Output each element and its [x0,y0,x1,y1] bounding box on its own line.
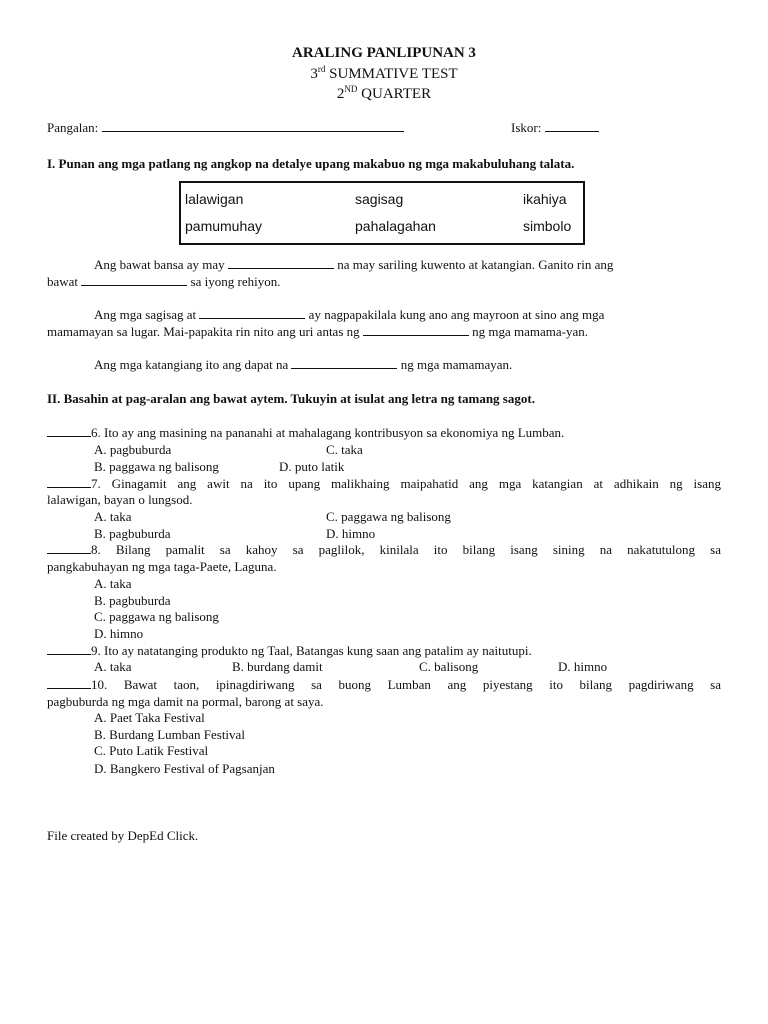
footer-credit: File created by DepEd Click. [47,828,199,843]
answer-blank[interactable] [47,677,91,689]
word-bank-item: simbolo [523,218,572,234]
paragraph-text: ng mga mamama-yan. [472,324,589,339]
choice: A. taka [94,576,132,591]
choice: A. taka [94,659,132,674]
choice: D. himno [326,526,376,541]
choice: B. burdang damit [232,659,323,674]
paragraph-2-line-1 [94,307,604,323]
choice: C. balisong [419,659,479,674]
choice: B. Burdang Lumban Festival [94,727,245,742]
score-field [511,120,599,136]
choice: A. Paet Taka Festival [94,710,205,725]
paragraph-text: bawat [47,274,79,289]
question-text: 10. Bawat taon, ipinagdiriwang sa buong Lumban ang piyestang ito bilang pagdiriwang sa [91,677,721,692]
answer-blank[interactable] [291,357,397,369]
subtitle-text: SUMMATIVE TEST [325,66,458,82]
question-text: 6. Ito ay ang masining na pananahi at mahalagang kontribusyon sa ekonomiya ng Lumban. [91,425,565,440]
answer-blank[interactable] [47,643,91,655]
quarter-ordinal: ND [344,84,358,94]
paragraph-text: sa iyong rehiyon. [190,274,281,289]
choice: A. taka [94,509,132,524]
question-text: 7. Ginagamit ang awit na ito upang malikhaing maipahatid ang mga katangian at adhikain ng isang [91,476,721,491]
name-label: Pangalan: [47,120,99,135]
choice: C. paggawa ng balisong [94,609,219,624]
quarter-subtitle [0,85,768,103]
paragraph-text: Ang mga sagisag at [94,307,197,322]
word-bank [179,181,585,245]
choice: B. paggawa ng balisong [94,459,219,474]
paragraph-text: ay nagpapakilala kung ano ang mayroon at sino ang mga [308,307,605,322]
answer-blank[interactable] [47,476,91,488]
answer-blank[interactable] [81,274,187,286]
subtitle-number: 3 [310,66,318,82]
score-label: Iskor: [511,120,542,135]
test-subtitle [0,65,768,83]
section2-heading: II. Basahin at pag-aralan ang bawat aytem. Tukuyin at isulat ang letra ng tamang sagot. [47,391,535,406]
choice: D. himno [94,626,144,641]
score-blank[interactable] [545,120,599,132]
page-title: ARALING PANLIPUNAN 3 [292,45,476,61]
answer-blank[interactable] [47,425,91,437]
choice: D. Bangkero Festival of Pagsanjan [94,761,275,776]
section1-heading: I. Punan ang mga patlang ng angkop na detalye upang makabuo ng mga makabuluhang talata. [47,156,575,171]
paragraph-text: ng mga mamamayan. [400,357,513,372]
choice: D. himno [558,659,608,674]
answer-blank[interactable] [199,307,305,319]
choice: B. pagbuburda [94,593,171,608]
question-7 [47,476,721,492]
question-text: 9. Ito ay natatanging produkto ng Taal, Batangas kung saan ang patalim ay naitutupi. [91,643,532,658]
question-text: pangkabuhayan ng mga taga-Paete, Laguna. [47,559,277,574]
word-bank-item: pahalagahan [355,218,436,234]
answer-blank[interactable] [228,257,334,269]
answer-blank[interactable] [363,324,469,336]
question-8 [47,542,721,558]
choice: D. puto latik [279,459,345,474]
word-bank-item: lalawigan [185,191,244,207]
question-text: lalawigan, bayan o lungsod. [47,492,193,507]
paragraph-text: Ang bawat bansa ay may [94,257,225,272]
choice: A. pagbuburda [94,442,172,457]
question-6 [47,425,564,441]
word-bank-item: sagisag [355,191,404,207]
word-bank-item: pamumuhay [185,218,263,234]
quarter-number: 2 [336,86,345,102]
answer-blank[interactable] [47,542,91,554]
paragraph-1-line-2 [47,274,280,290]
paragraph-text: na may sariling kuwento at katangian. Ganito rin ang [337,257,614,272]
paragraph-1-line-1 [94,257,613,273]
paragraph-text: mamamayan sa lugar. Mai-papakita rin nito ang uri antas ng [47,324,360,339]
paragraph-text: Ang mga katangiang ito ang dapat na [94,357,289,372]
question-text: pagbuburda ng mga damit na pormal, barong at saya. [47,694,324,709]
name-blank[interactable] [102,120,404,132]
word-bank-item: ikahiya [523,191,567,207]
quarter-text: QUARTER [357,86,432,102]
choice: C. taka [326,442,363,457]
paragraph-2-line-2 [47,324,588,340]
subtitle-ordinal: rd [317,64,326,74]
choice: C. paggawa ng balisong [326,509,451,524]
question-10 [47,677,721,693]
name-field [47,120,404,136]
paragraph-3-line-1 [94,357,512,373]
question-text: 8. Bilang pamalit sa kahoy sa paglilok, kinilala ito bilang isang sining na nakatutulong sa [91,542,721,557]
question-9 [47,643,532,659]
choice: C. Puto Latik Festival [94,743,209,758]
choice: B. pagbuburda [94,526,171,541]
